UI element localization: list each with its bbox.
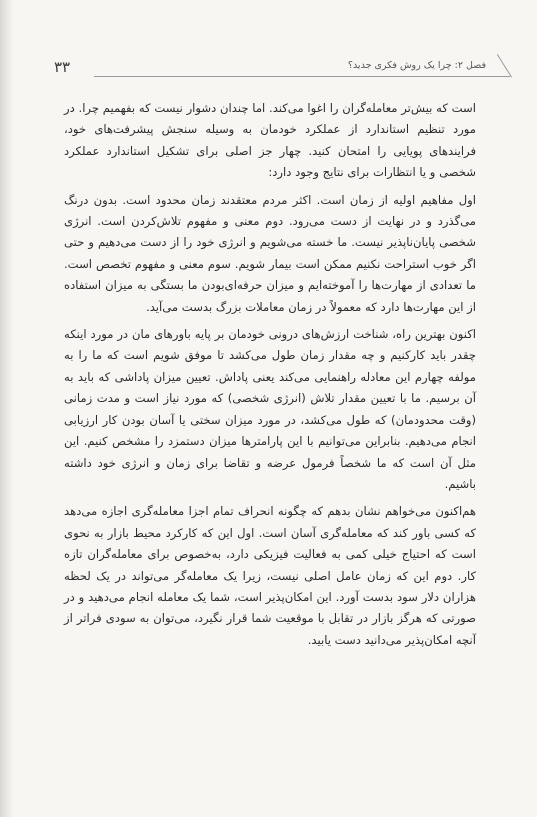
paragraph: هم‌اکنون می‌خواهم نشان بدهم که چگونه انحراف تمام اجزا معامله‌گری اجازه می‌دهد که کسی باور کند که معامله‌گری آسان است. اول این که کارکرد محیط بازار به نحوی است که احتیاج خیلی کمی به فعالیت فیزیکی دارد، به‌خصوص برای معامله‌گران تازه کار. دوم این که زمان عامل اصلی نیست، زیرا یک معامله‌گر می‌تواند در یک لحظه هزاران دلار سود بدست آورد. این امکان‌پذیر است، شما یک معامله انجام می‌دهید و در صورتی که هرگز بازار در تقابل با موقعیت شما قرار نگیرد، می‌توان به سودی فراتر از آنچه امکان‌پذیر می‌دانید دست یابید. [64, 504, 476, 647]
body-text [64, 98, 476, 657]
running-head: فصل ۲: چرا یک روش فکری جدید؟ [347, 60, 486, 71]
page-number: ۳۳ [54, 58, 71, 76]
header-rule [94, 76, 510, 77]
paragraph: اول مفاهیم اولیه از زمان است. اکثر مردم معتقدند زمان محدود است. بدون درنگ می‌گذرد و در نهایت از دست می‌رود. دوم معنی و مفهوم تلاش‌کردن است. انرژی شخصی پایان‌ناپذیر نیست. ما خسته می‌شویم و انرژی خود را از دست می‌دهیم و حتی اگر خوب استراحت نکنیم ممکن است بیمار شویم. سوم معنی و مفهوم تخصص است. ما تعدادی از مهارت‌ها را آموخته‌ایم و میزان حرفه‌ای‌بودن ما بستگی به میزان استفاده از این مهارت‌ها دارد که معمولاً در زمان معاملات بزرگ بدست می‌آید. [64, 192, 476, 314]
paragraph: اکنون بهترین راه، شناخت ارزش‌های درونی خودمان بر پایه باورهای مان در مورد اینکه چقدر باید کارکنیم و چه مقدار زمان طول می‌کشد تا موفق شویم است که ما را به مولفه چهارم این معادله راهنمایی می‌کند یعنی پاداش. تعیین میزان پاداشی که باید به آن برسیم. ما با تعیین مقدار تلاش (انرژی شخصی) که مورد نیاز است و مدت زمانی (وقت محدودمان) که طول می‌کشد، در مورد میزان سختی یا آسان بودن کار ارزیابی انجام می‌دهیم. بنابراین می‌توانیم با این پارامترها میزان دستمزد را مشخص کنیم. این مثل آن است که ما شخصاً فرمول عرضه و تقاضا برای زمان و انرژی خود داشته باشیم. [64, 327, 476, 491]
paragraph: است که بیش‌تر معامله‌گران را اغوا می‌کند. اما چندان دشوار نیست که بفهمیم چرا. در مورد تنظیم استاندارد از عملکرد خودمان به وسیله سنجش پیشرفت‌های خود، فرایندهای پویایی را امتحان کنید. چهار جز اصلی برای تشکیل استاندارد عملکرد شخصی و یا انتظارات برای نتایج وجود دارد: [64, 101, 476, 180]
header-rule-corner [497, 54, 512, 77]
page-header [40, 50, 510, 80]
page-spine-shadow [0, 0, 14, 817]
